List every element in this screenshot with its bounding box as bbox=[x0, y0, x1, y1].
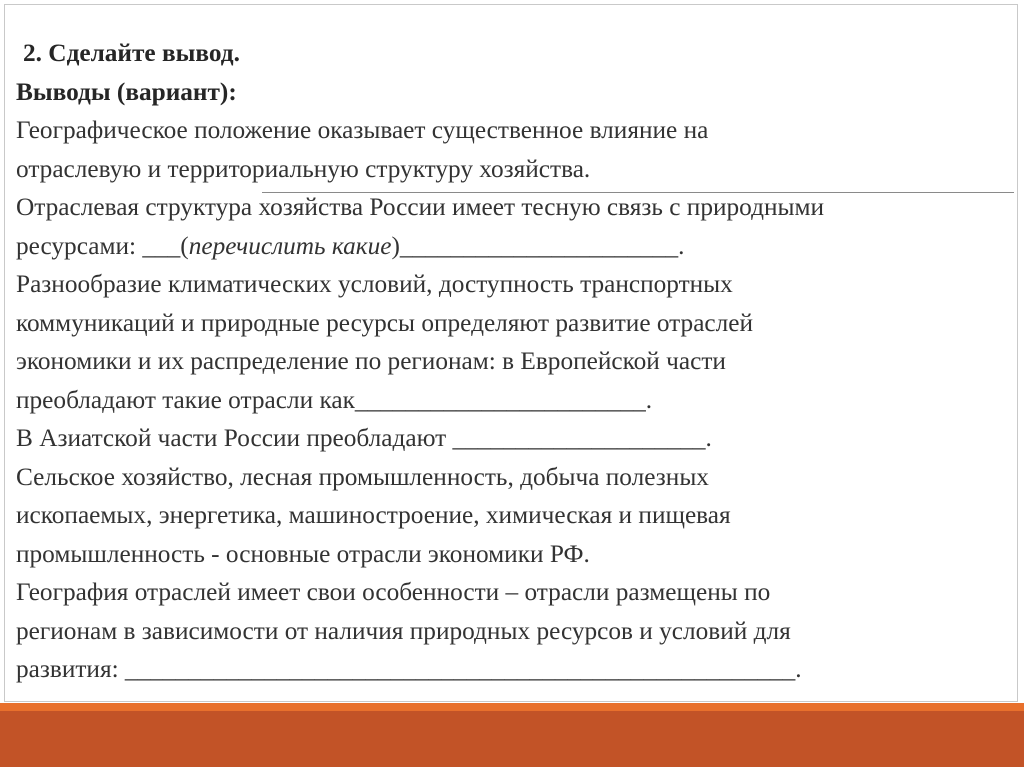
text-fragment: )______________________. bbox=[391, 231, 685, 260]
footer-bar bbox=[0, 711, 1024, 767]
text-line: Сельское хозяйство, лесная промышленность, добыча полезных bbox=[16, 462, 709, 491]
variant-heading: Выводы (вариант): bbox=[16, 77, 237, 106]
task-heading: 2. Сделайте вывод. bbox=[23, 39, 240, 67]
hint-text: перечислить какие bbox=[188, 231, 392, 260]
fill-in-line-european: преобладают такие отрасли как_______________________. bbox=[16, 385, 653, 414]
footer-accent-bar bbox=[0, 703, 1024, 711]
conclusion-text bbox=[16, 34, 1020, 689]
text-line: экономики и их распределение по регионам: в Европейской части bbox=[16, 347, 726, 375]
text-line: отраслевую и территориальную структуру хозяйства. bbox=[16, 154, 591, 183]
text-line: Разнообразие климатических условий, доступность транспортных bbox=[16, 270, 733, 298]
fill-in-line-asian: В Азиатской части России преобладают ____________________. bbox=[16, 424, 712, 452]
fill-in-line-resources bbox=[16, 227, 1020, 266]
text-fragment: ресурсами: ___( bbox=[16, 231, 189, 260]
text-line: Географическое положение оказывает существенное влияние на bbox=[16, 116, 709, 144]
text-line: Отраслевая структура хозяйства России имеет тесную связь с природными bbox=[16, 193, 825, 221]
text-line: регионам в зависимости от наличия природных ресурсов и условий для bbox=[16, 616, 791, 645]
text-line: коммуникаций и природные ресурсы определяют развитие отраслей bbox=[16, 308, 754, 337]
fill-in-line-development: развития: _____________________________________________________. bbox=[16, 655, 802, 683]
text-line: ископаемых, энергетика, машиностроение, химическая и пищевая bbox=[16, 501, 731, 529]
text-line: География отраслей имеет свои особенности – отрасли размещены по bbox=[16, 578, 771, 606]
text-line: промышленность - основные отрасли экономики РФ. bbox=[16, 539, 590, 568]
